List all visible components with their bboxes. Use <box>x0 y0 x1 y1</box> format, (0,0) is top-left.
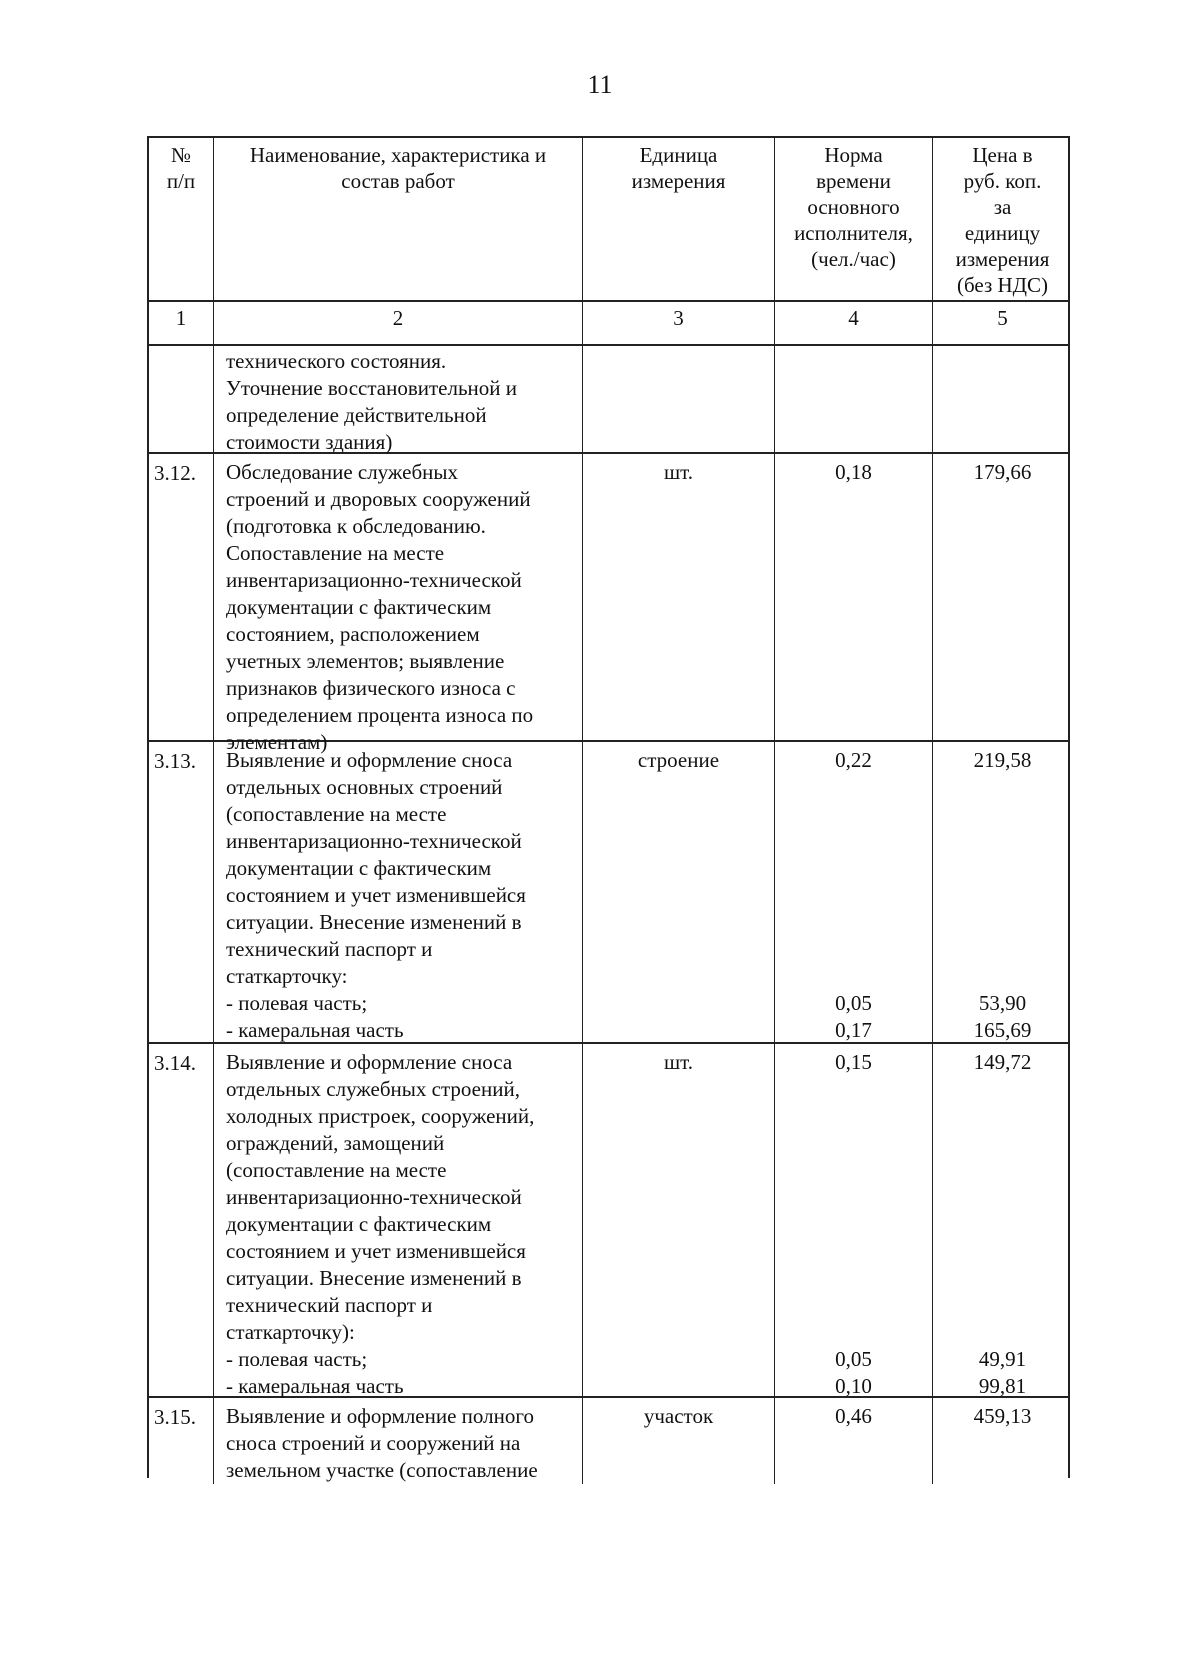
row-time-norm <box>775 454 933 756</box>
header-line: за <box>993 195 1012 219</box>
description-line: состоянием, расположением <box>226 622 480 646</box>
row-number: 3.12. <box>149 454 214 756</box>
table-row <box>147 742 1070 1044</box>
price-value: 459,13 <box>973 1404 1032 1428</box>
header-line: (чел./час) <box>811 247 896 271</box>
description-line: документации с фактическим <box>226 595 492 619</box>
description-line: статкарточку): <box>226 1320 355 1344</box>
row-time-norm <box>775 742 933 1044</box>
sub-time-norm-value: 0,05 <box>835 1347 872 1371</box>
column-number: 2 <box>214 302 583 344</box>
description-line: документации с фактическим <box>226 1212 492 1236</box>
sub-price-value: 49,91 <box>978 1347 1027 1371</box>
header-line: п/п <box>166 169 196 193</box>
description-line: ситуации. Внесение изменений в <box>226 1266 522 1290</box>
header-line: Норма <box>824 143 883 167</box>
header-line: исполнителя, <box>794 221 913 245</box>
description-line: технического состояния. <box>226 349 447 373</box>
row-description <box>214 454 583 756</box>
row-description <box>214 742 583 1044</box>
time-norm-value: 0,18 <box>835 460 872 484</box>
description-line: (сопоставление на месте <box>226 1158 447 1182</box>
row-time-norm <box>775 346 933 456</box>
row-number: 3.14. <box>149 1044 214 1400</box>
price-value: 219,58 <box>973 748 1032 772</box>
description-line: ограждений, замощений <box>226 1131 445 1155</box>
description-line: учетных элементов; выявление <box>226 649 505 673</box>
description-line: ситуации. Внесение изменений в <box>226 910 522 934</box>
header-time-norm <box>775 138 933 300</box>
table-row <box>147 1044 1070 1398</box>
column-number: 1 <box>149 302 214 344</box>
row-number: 3.15. <box>149 1398 214 1484</box>
row-unit: строение <box>583 742 775 1044</box>
table-body <box>147 346 1070 1482</box>
sub-price-value: 53,90 <box>978 991 1027 1015</box>
sub-time-norm-value: 0,05 <box>835 991 872 1015</box>
description-line: - камеральная часть <box>226 1374 404 1398</box>
header-line: Цена в <box>972 143 1033 167</box>
description-line: стоимости здания) <box>226 430 393 454</box>
header-number <box>149 138 214 300</box>
sub-time-norm-value: 0,10 <box>835 1374 872 1398</box>
row-description <box>214 1044 583 1400</box>
time-norm-value: 0,15 <box>835 1050 872 1074</box>
header-price <box>933 138 1072 300</box>
row-number: 3.13. <box>149 742 214 1044</box>
description-line: Выявление и оформление сноса <box>226 1050 513 1074</box>
description-line: инвентаризационно-технической <box>226 829 522 853</box>
price-value: 179,66 <box>973 460 1032 484</box>
table-row <box>147 346 1070 454</box>
header-line: измерения <box>631 169 726 193</box>
description-line: отдельных основных строений <box>226 775 503 799</box>
table-row <box>147 454 1070 754</box>
description-line: технический паспорт и <box>226 1293 433 1317</box>
description-line: элементам) <box>226 730 328 754</box>
sub-price-value: 99,81 <box>978 1374 1027 1398</box>
description-line: технический паспорт и <box>226 937 433 961</box>
column-number: 5 <box>997 306 1008 330</box>
sub-time-norm-value: 0,17 <box>835 1018 872 1042</box>
header-line: измерения <box>955 247 1050 271</box>
header-line: (без НДС) <box>956 273 1048 297</box>
header-description <box>214 138 583 300</box>
header-line: руб. коп. <box>963 169 1042 193</box>
description-line: инвентаризационно-технической <box>226 1185 522 1209</box>
time-norm-value: 0,46 <box>835 1404 872 1428</box>
price-value: 149,72 <box>973 1050 1032 1074</box>
row-unit: участок <box>583 1398 775 1484</box>
page-number: 11 <box>587 70 613 99</box>
column-number: 3 <box>583 302 775 344</box>
description-line: Обследование служебных <box>226 460 458 484</box>
description-line: состоянием и учет изменившейся <box>226 1239 526 1263</box>
header-line: основного <box>807 195 900 219</box>
table-header-row <box>147 136 1070 302</box>
column-number: 4 <box>775 302 933 344</box>
row-price <box>933 742 1072 1044</box>
row-unit <box>583 346 775 456</box>
description-line: - полевая часть; <box>226 991 368 1015</box>
description-line: определением процента износа по <box>226 703 534 727</box>
row-description <box>214 1398 583 1484</box>
header-line: Наименование, характеристика и <box>249 143 547 167</box>
row-price <box>933 1044 1072 1400</box>
header-line: единицу <box>964 221 1041 245</box>
header-line: № <box>170 143 192 167</box>
sub-price-value: 165,69 <box>973 1018 1032 1042</box>
description-line: холодных пристроек, сооружений, <box>226 1104 535 1128</box>
description-line: Выявление и оформление полного <box>226 1404 534 1428</box>
header-unit <box>583 138 775 300</box>
row-time-norm <box>775 1044 933 1400</box>
description-line: состоянием и учет изменившейся <box>226 883 526 907</box>
description-line: отдельных служебных строений, <box>226 1077 520 1101</box>
row-description <box>214 346 583 456</box>
description-line: Сопоставление на месте <box>226 541 445 565</box>
row-price <box>933 1398 1072 1484</box>
description-line: земельном участке (сопоставление <box>226 1458 538 1482</box>
header-line: времени <box>816 169 891 193</box>
description-line: инвентаризационно-технической <box>226 568 522 592</box>
description-line: сноса строений и сооружений на <box>226 1431 521 1455</box>
table-row <box>147 1398 1070 1482</box>
description-line: определение действительной <box>226 403 487 427</box>
description-line: документации с фактическим <box>226 856 492 880</box>
description-line: (сопоставление на месте <box>226 802 447 826</box>
time-norm-value: 0,22 <box>835 748 872 772</box>
description-line: - полевая часть; <box>226 1347 368 1371</box>
description-line: признаков физического износа с <box>226 676 516 700</box>
column-number-row <box>147 302 1070 346</box>
row-price <box>933 346 1072 456</box>
row-unit: шт. <box>583 1044 775 1400</box>
description-line: Уточнение восстановительной и <box>226 376 517 400</box>
header-line: состав работ <box>341 169 455 193</box>
description-line: строений и дворовых сооружений <box>226 487 531 511</box>
description-line: - камеральная часть <box>226 1018 404 1042</box>
description-line: статкарточку: <box>226 964 348 988</box>
row-number <box>149 346 214 456</box>
price-table <box>147 136 1070 1482</box>
description-line: (подготовка к обследованию. <box>226 514 486 538</box>
row-time-norm <box>775 1398 933 1484</box>
description-line: Выявление и оформление сноса <box>226 748 513 772</box>
row-price <box>933 454 1072 756</box>
row-unit: шт. <box>583 454 775 756</box>
header-line: Единица <box>639 143 718 167</box>
